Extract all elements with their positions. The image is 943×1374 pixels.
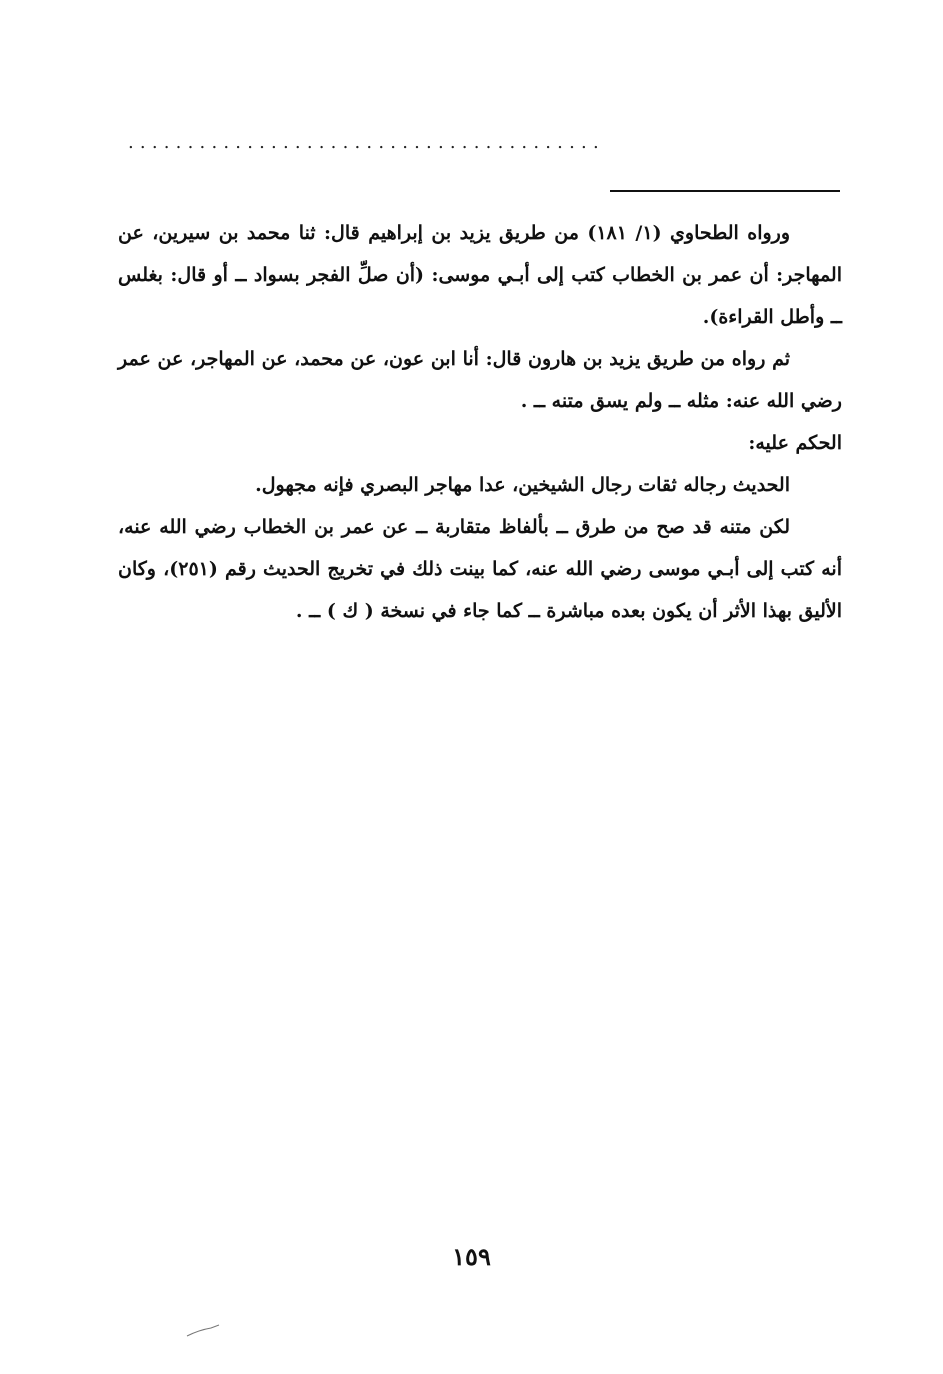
paragraph-tahawi-narration: ورواه الطحاوي (١/ ١٨١) من طريق يزيد بن إبراهيم قال: ثنا محمد بن سيرين، عن المهاجر: أن عمر بن الخطاب كتب إلى أبـي موسى: (أن صلِّ الفجر بسواد ــ أو قال: بغلس ــ وأطل القراءة). — [118, 222, 842, 328]
pen-mark — [185, 1320, 225, 1340]
page-number: ١٥٩ — [452, 1242, 491, 1271]
paragraph-ruling: الحديث رجاله ثقات رجال الشيخين، عدا مهاجر البصري فإنه مجهول. — [255, 474, 790, 496]
dotted-separator: ........................................ — [128, 132, 605, 153]
footnote-text — [118, 212, 842, 632]
paragraph-second-narration: ثم رواه من طريق يزيد بن هارون قال: أنا ابن عون، عن محمد، عن المهاجر، عن عمر رضي الله عنه: مثله ــ ولم يسق متنه ــ . — [118, 348, 842, 412]
paragraph-conclusion: لكن متنه قد صح من طرق ــ بألفاظ متقاربة ــ عن عمر بن الخطاب رضي الله عنه، أنه كتب إلى أبـي موسى رضي الله عنه، كما بينت ذلك في تخريج الحديث رقم (٢٥١)، وكان الأليق بهذا الأثر أن يكون بعده مباشرة ــ كما جاء في نسخة ( ك ) ــ . — [118, 516, 842, 622]
footnote-rule — [610, 190, 840, 192]
section-heading-ruling: الحكم عليه: — [748, 432, 842, 454]
